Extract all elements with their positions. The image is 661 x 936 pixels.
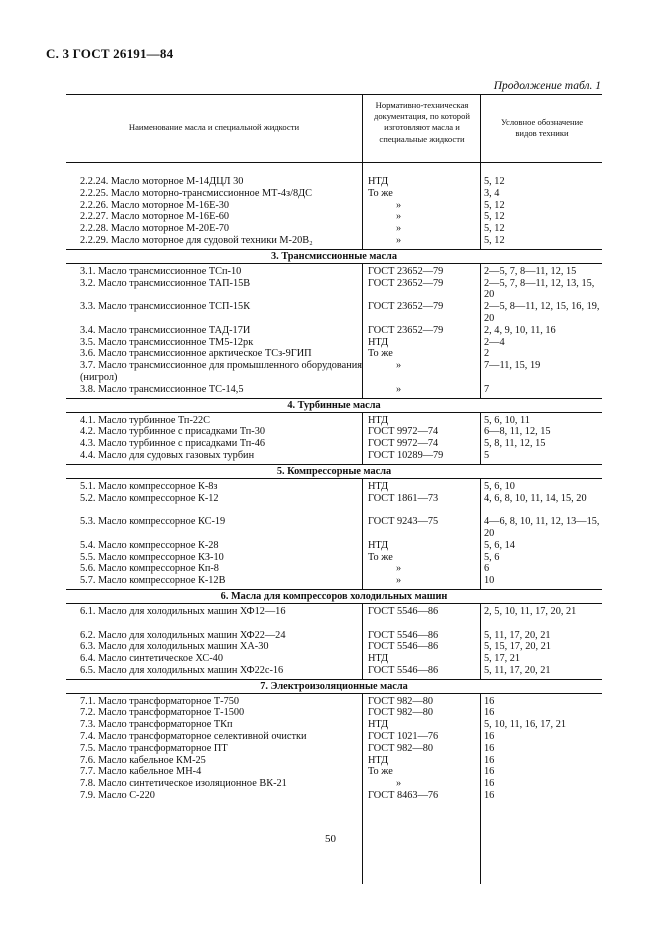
regulatory-doc-cell: То же [368,348,393,360]
equipment-codes-cell: 5, 6, 14 [484,539,515,551]
equipment-codes-cell: 5, 12 [484,176,505,187]
regulatory-doc-cell: ГОСТ 8463—76 [368,790,439,802]
oil-name: Масло кабельное МН-4 [98,766,202,778]
row-name-cell [80,755,362,767]
oil-name: Масло синтетическое ХС-40 [98,653,223,665]
regulatory-doc-cell: ГОСТ 9972—74 [368,426,439,438]
section-heading: 7. Электроизоляционные масла [66,679,602,694]
oil-name: Масло для холодильных машин ХФ12—16 [98,605,286,617]
oil-name: Масло для холодильных машин ХА-30 [98,641,269,653]
oil-name: Масло компрессорное Кп-8 [98,563,219,575]
equipment-codes-cell: 5, 12 [484,199,505,211]
row-number: 5.6. [80,563,96,575]
row-name-cell [80,778,362,790]
row-number: 6.1. [80,605,96,617]
row-number: 5.3. [80,516,96,528]
table-row [66,755,602,767]
table-row [66,778,602,790]
oil-name: Масло турбинное с присадками Тп-46 [98,438,266,450]
oil-name: Масло компрессорное К-8з [98,480,218,492]
table-row [66,731,602,743]
row-name-cell [80,665,362,677]
row-number: 3.7. [80,360,96,372]
table-row [66,641,602,653]
oil-name: Масло трансформаторное Т-1500 [98,707,245,719]
row-name-cell [80,575,362,587]
regulatory-doc-cell: » [396,360,402,372]
table-row [66,337,602,349]
row-name-cell [80,176,362,188]
table-row [66,278,602,302]
row-name-cell [80,426,362,438]
row-number: 5.2. [80,492,96,504]
table-row [66,235,602,247]
regulatory-doc-cell: » [396,223,402,235]
table-row [66,493,602,517]
row-name-cell [80,481,362,493]
table-row [66,176,602,188]
oil-name: Масло трансмиссионное ТАП-15В [98,277,251,289]
regulatory-doc-cell: НТД [368,336,389,348]
row-number: 5.1. [80,480,96,492]
equipment-codes-cell: 5, 12 [484,234,505,246]
oil-name: Масло трансмиссионное ТС-14,5 [98,383,244,395]
row-number: 3.5. [80,336,96,348]
regulatory-doc-cell: » [396,199,402,211]
row-name-cell [80,641,362,653]
table-row [66,415,602,427]
equipment-codes-cell: 16 [484,778,495,790]
equipment-codes-cell: 3, 4 [484,187,500,199]
row-name-cell [80,707,362,719]
row-name-cell [80,696,362,708]
row-name-cell [80,200,362,212]
equipment-codes-cell: 2 [484,348,490,360]
regulatory-doc-cell: ГОСТ 5546—86 [368,664,439,676]
oil-name: Масло трансформаторное Т-750 [98,695,240,707]
oil-name: Масло трансмиссионное ТАД-17И [98,324,251,336]
table-row [66,766,602,778]
oil-name: Масло трансформаторное ПТ [98,742,228,754]
row-number: 2.2.24. [80,176,109,187]
oil-name: Масло турбинное с присадками Тп-30 [98,426,266,438]
row-number: 2.2.26. [80,199,109,211]
regulatory-doc-cell: ГОСТ 23652—79 [368,277,444,289]
row-number: 7.6. [80,754,96,766]
table-row [66,360,602,384]
oil-name: Масло трансмиссионное ТСП-15К [98,301,251,313]
regulatory-doc-cell: ГОСТ 10289—79 [368,449,444,461]
equipment-codes-cell: 16 [484,731,495,743]
equipment-codes-cell: 2, 5, 10, 11, 17, 20, 21 [484,605,577,617]
equipment-codes-cell: 6 [484,563,490,575]
regulatory-doc-cell: ГОСТ 23652—79 [368,265,444,277]
row-name-cell [80,450,362,462]
equipment-codes-cell: 5, 12 [484,211,505,223]
equipment-codes-cell: 5, 17, 21 [484,653,521,665]
oil-name: Масло компрессорное К-12 [98,492,219,504]
table-row [66,630,602,642]
table-body [66,176,602,802]
page-number: 50 [325,833,336,845]
regulatory-doc-cell: ГОСТ 1021—76 [368,731,439,743]
table-row [66,426,602,438]
row-name-cell [80,493,362,505]
table-row [66,719,602,731]
row-number: 7.8. [80,778,96,790]
row-name-cell [80,266,362,278]
row-number: 7.4. [80,731,96,743]
column-header-docs: Нормативно-техническая документация, по которой изготовляют масла и специальные жидкости [374,100,470,144]
equipment-codes-cell: 5, 8, 11, 12, 15 [484,438,546,450]
table-row [66,665,602,677]
row-number: 3.2. [80,277,96,289]
oil-name: Масло для судовых газовых турбин [98,449,255,461]
table-row [66,516,602,540]
row-number: 4.1. [80,414,96,426]
row-number: 7.1. [80,695,96,707]
row-number: 3.8. [80,383,96,395]
equipment-codes-cell: 6—8, 11, 12, 15 [484,426,551,438]
regulatory-doc-cell: » [396,383,402,395]
equipment-codes-cell: 16 [484,695,495,707]
row-number: 4.4. [80,449,96,461]
table-row [66,481,602,493]
regulatory-doc-cell: НТД [368,653,389,665]
equipment-codes-cell: 16 [484,742,495,754]
column-header-codes: Условное обозначение видов техники [500,117,584,139]
equipment-codes-cell: 5, 6, 10, 11 [484,414,530,426]
row-name-cell [80,552,362,564]
row-number: 3.6. [80,348,96,360]
oil-name: Масло моторное для судовой техники М-20В₂ [110,234,313,246]
table-row [66,552,602,564]
row-number: 4.3. [80,438,96,450]
row-name-cell [80,188,362,200]
regulatory-doc-cell: » [396,778,402,790]
equipment-codes-cell: 5, 15, 17, 20, 21 [484,641,551,653]
table-row [66,200,602,212]
oil-name: Масло синтетическое изоляционное ВК-21 [98,778,287,790]
row-name-cell [80,384,362,396]
equipment-codes-cell: 10 [484,575,495,587]
regulatory-doc-cell: » [396,211,402,223]
row-number: 5.7. [80,575,96,587]
table-row [66,384,602,396]
regulatory-doc-cell: То же [368,766,393,778]
row-number: 3.1. [80,265,96,277]
row-number: 5.5. [80,551,96,563]
equipment-codes-cell: 4—6, 8, 10, 11, 12, 13—15, 20 [484,516,600,539]
oil-name: Масло моторно-трансмиссионное МТ-4з/8ДС [110,187,313,199]
equipment-codes-cell: 2—5, 7, 8—11, 12, 13, 15, 20 [484,277,595,301]
oil-name: Масло компрессорное К-28 [98,539,219,551]
row-name-cell [80,606,362,618]
oil-name: Масло трансформаторное селективной очистки [98,731,307,743]
equipment-codes-cell: 2—5, 7, 8—11, 12, 15 [484,265,577,277]
row-name-cell [80,415,362,427]
regulatory-doc-cell: То же [368,187,393,199]
regulatory-doc-cell: » [396,575,402,587]
row-number: 3.4. [80,324,96,336]
row-name-cell [80,540,362,552]
oil-name: Масло моторное М-20Е-70 [110,223,230,235]
table-row [66,266,602,278]
regulatory-doc-cell: ГОСТ 5546—86 [368,641,439,653]
equipment-codes-cell: 7 [484,383,490,395]
equipment-codes-cell: 16 [484,766,495,778]
row-number: 6.2. [80,629,96,641]
oil-name: Масло турбинное Тп-22С [98,414,211,426]
row-number: 7.5. [80,742,96,754]
equipment-codes-cell: 5, 11, 17, 20, 21 [484,664,551,676]
table-header-rule [66,162,602,163]
equipment-codes-cell: 7—11, 15, 19 [484,360,541,372]
oil-name: Масло моторное М-14ДЦЛ 30 [110,176,244,187]
oil-name: Масло для холодильных машин ХФ22—24 [98,629,286,641]
equipment-codes-cell: 5, 11, 17, 20, 21 [484,629,551,641]
regulatory-doc-cell: НТД [368,539,389,551]
row-number: 2.2.29. [80,234,109,246]
row-name-cell [80,360,362,384]
table-row [66,211,602,223]
regulatory-doc-cell: ГОСТ 5546—86 [368,605,439,617]
regulatory-doc-cell: » [396,234,402,246]
regulatory-doc-cell: НТД [368,176,389,187]
regulatory-doc-cell: ГОСТ 982—80 [368,695,434,707]
table-continuation-note: Продолжение табл. 1 [493,80,601,92]
table-row [66,790,602,802]
regulatory-doc-cell: НТД [368,414,389,426]
table-row [66,188,602,200]
row-name-cell [80,563,362,575]
row-number: 7.9. [80,790,96,802]
regulatory-doc-cell: ГОСТ 1861—73 [368,492,439,504]
oil-name: Масло трансмиссионное арктическое ТСз-9ГИП [98,348,312,360]
regulatory-doc-cell: ГОСТ 982—80 [368,742,434,754]
section-heading: 4. Турбинные масла [66,398,602,413]
equipment-codes-cell: 2—4 [484,336,505,348]
section-heading: 6. Масла для компрессоров холодильных машин [66,589,602,604]
equipment-codes-cell: 5, 10, 11, 16, 17, 21 [484,719,566,731]
table-row [66,223,602,235]
row-number: 2.2.25. [80,187,109,199]
row-name-cell [80,348,362,360]
regulatory-doc-cell: ГОСТ 9243—75 [368,516,439,528]
table-row [66,438,602,450]
regulatory-doc-cell: » [396,563,402,575]
row-name-cell [80,211,362,223]
page-header: С. 3 ГОСТ 26191—84 [46,46,174,61]
row-number: 7.7. [80,766,96,778]
row-number: 5.4. [80,539,96,551]
row-name-cell [80,731,362,743]
table-row [66,606,602,630]
oil-name: Масло компрессорное К-12В [98,575,226,587]
row-number: 6.4. [80,653,96,665]
table-row [66,301,602,325]
table-row [66,696,602,708]
row-name-cell [80,719,362,731]
equipment-codes-cell: 2, 4, 9, 10, 11, 16 [484,324,556,336]
oil-name: Масло трансмиссионное для промышленного оборудования (нигрол) [80,360,362,383]
equipment-codes-cell: 16 [484,790,495,802]
row-name-cell [80,516,362,528]
table-row [66,325,602,337]
equipment-codes-cell: 5 [484,449,490,461]
table-row [66,450,602,462]
oil-name: Масло моторное М-16Е-60 [110,211,230,223]
table-top-rule [66,94,602,95]
row-name-cell [80,337,362,349]
table-row [66,348,602,360]
oil-name: Масло моторное М-16Е-30 [110,199,230,211]
equipment-codes-cell: 2—5, 8—11, 12, 15, 16, 19, 20 [484,301,600,324]
oil-name: Масло трансмиссионное ТМ5-12рк [98,336,254,348]
regulatory-doc-cell: То же [368,551,393,563]
row-name-cell [80,278,362,290]
section-heading: 5. Компрессорные масла [66,464,602,479]
row-name-cell [80,438,362,450]
oil-name: Масло трансформаторное ТКп [98,719,233,731]
row-number: 3.3. [80,301,96,313]
oil-name: Масло для холодильных машин ХФ22с-16 [98,664,284,676]
row-name-cell [80,325,362,337]
equipment-codes-cell: 5, 12 [484,223,505,235]
row-name-cell [80,301,362,313]
row-number: 6.3. [80,641,96,653]
row-name-cell [80,223,362,235]
equipment-codes-cell: 16 [484,754,495,766]
row-number: 4.2. [80,426,96,438]
equipment-codes-cell: 5, 6 [484,551,500,563]
oil-name: Масло трансмиссионное ТСп-10 [98,265,242,277]
row-number: 7.2. [80,707,96,719]
row-name-cell [80,790,362,802]
column-header-name: Наименование масла и специальной жидкости [128,122,300,132]
row-number: 2.2.27. [80,211,109,223]
oil-name: Масло кабельное КМ-25 [98,754,206,766]
section-heading: 3. Трансмиссионные масла [66,249,602,264]
regulatory-doc-cell: ГОСТ 982—80 [368,707,434,719]
regulatory-doc-cell: ГОСТ 23652—79 [368,324,444,336]
equipment-codes-cell: 4, 6, 8, 10, 11, 14, 15, 20 [484,492,587,504]
regulatory-doc-cell: НТД [368,480,389,492]
equipment-codes-cell: 5, 6, 10 [484,480,515,492]
row-name-cell [80,630,362,642]
row-number: 7.3. [80,719,96,731]
table-row [66,540,602,552]
row-name-cell [80,653,362,665]
table-row [66,575,602,587]
regulatory-doc-cell: НТД [368,719,389,731]
regulatory-doc-cell: ГОСТ 9972—74 [368,438,439,450]
regulatory-doc-cell: ГОСТ 23652—79 [368,301,444,313]
table-row [66,653,602,665]
table-row [66,563,602,575]
regulatory-doc-cell: НТД [368,754,389,766]
row-name-cell [80,766,362,778]
oil-name: Масло С-220 [98,790,155,802]
row-name-cell [80,235,362,247]
oil-name: Масло компрессорное КС-19 [98,516,226,528]
table-row [66,743,602,755]
oil-name: Масло компрессорное КЗ-10 [98,551,224,563]
row-number: 6.5. [80,664,96,676]
regulatory-doc-cell: ГОСТ 5546—86 [368,629,439,641]
row-name-cell [80,743,362,755]
row-number: 2.2.28. [80,223,109,235]
equipment-codes-cell: 16 [484,707,495,719]
table-row [66,707,602,719]
